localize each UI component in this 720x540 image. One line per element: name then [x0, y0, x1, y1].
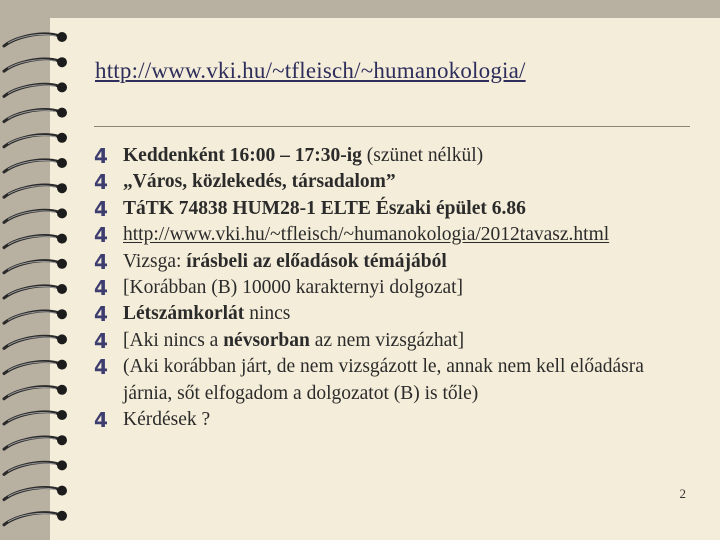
bullet-item: 4 [Korábban (B) 10000 karakternyi dolgozat]: [94, 276, 464, 301]
binder-ring: [4, 460, 67, 474]
slide-title-link[interactable]: http://www.vki.hu/~tfleisch/~humanokologia/: [95, 58, 526, 83]
binder-ring: [4, 435, 67, 449]
binder-ring: [4, 82, 67, 96]
binder-ring: [4, 108, 67, 122]
binder-ring: [4, 158, 67, 172]
binder-ring: [4, 133, 67, 147]
binder-ring: [4, 57, 67, 71]
binder-ring: [4, 410, 67, 424]
bullet-item: 4 „Város, közlekedés, társadalom”: [94, 170, 396, 195]
numeral-four-bullet-icon: 4: [94, 144, 108, 168]
bullet-item: 4 (Aki korábban járt, de nem vizsgázott le, annak nem kell előadásra járnia, sőt elfogadom a dolgozatot (B) is tőle): [94, 355, 644, 404]
numeral-four-bullet-icon: 4: [94, 249, 108, 274]
numeral-four-bullet-icon: 4: [94, 328, 108, 353]
binder-ring: [4, 259, 67, 273]
binder-ring: [4, 486, 67, 500]
binder-ring: [4, 32, 67, 46]
numeral-four-bullet-icon: 4: [94, 170, 108, 195]
binder-ring: [4, 309, 67, 323]
bullet-item: [90, 222, 690, 248]
bullet-item: 4 TáTK 74838 HUM28-1 ELTE Északi épület 6.86: [94, 196, 526, 221]
bullet-item: 4 Létszámkorlát nincs: [94, 302, 291, 327]
binder-ring: [4, 208, 67, 222]
numeral-four-bullet-icon: 4: [94, 223, 108, 248]
numeral-four-bullet-icon: 4: [94, 196, 108, 221]
bullet-item: 4 Keddenként 16:00 – 17:30-ig (szünet nélkül): [94, 144, 484, 168]
bullet-item: 4 Vizsga: írásbeli az előadások témájából: [94, 249, 447, 274]
numeral-four-bullet-icon: 4: [94, 408, 108, 433]
bullet-item: 4 Kérdések ?: [94, 408, 211, 433]
course-page-link[interactable]: http://www.vki.hu/~tfleisch/~humanokologia/2012tavasz.html: [123, 224, 610, 246]
bullet-list: [90, 143, 690, 433]
binder-ring: [4, 234, 67, 248]
binder-ring: [4, 511, 67, 525]
binder-ring: [4, 183, 67, 197]
numeral-four-bullet-icon: 4: [94, 276, 108, 301]
title-divider: [94, 126, 690, 127]
bullet-item: 4 [Aki nincs a névsorban az nem vizsgázhat]: [94, 328, 465, 353]
numeral-four-bullet-icon: 4: [94, 302, 108, 327]
binder-ring: [4, 385, 67, 399]
binder-ring: [4, 284, 67, 298]
page-number: 2: [679, 486, 686, 501]
binder-ring: [4, 334, 67, 348]
binder-rings: [0, 20, 78, 530]
binder-ring: [4, 360, 67, 374]
numeral-four-bullet-icon: 4: [94, 355, 108, 380]
